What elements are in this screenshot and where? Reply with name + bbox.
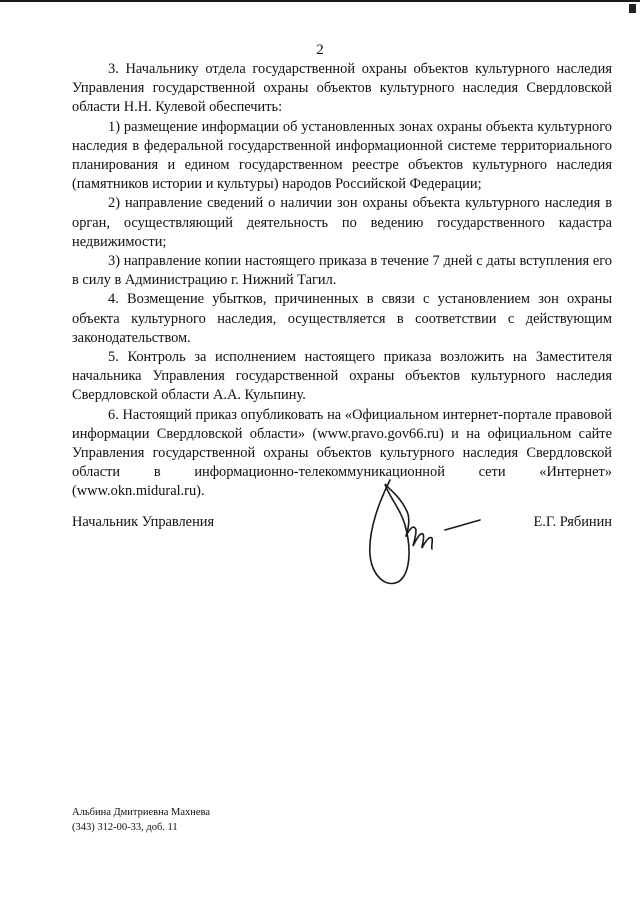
paragraph-3-1: 1) размещение информации об установленных зонах охраны объекта культурного наследия в федеральной государственной информационной системе территориального планирования и едином государственном реестре объектов культурного наследия (памятников истории и культуры) народов Российской Федерации; — [72, 118, 612, 193]
scan-corner-mark — [629, 4, 636, 13]
document-body — [72, 60, 612, 502]
paragraph-4: 4. Возмещение убытков, причиненных в связи с установлением зон охраны объекта культурного наследия, осуществляется в соответствии с действующим законодательством. — [72, 291, 612, 346]
paragraph-3-2: 2) направление сведений о наличии зон охраны объекта культурного наследия в орган, осуществляющий деятельность по ведению государственного кадастра недвижимости; — [72, 195, 612, 250]
scan-top-edge — [0, 0, 640, 2]
paragraph-5: 5. Контроль за исполнением настоящего приказа возложить на Заместителя начальника Управления государственной охраны объектов культурного наследия Свердловской области А.А. Кульпину. — [72, 349, 612, 404]
page-number: 2 — [316, 42, 324, 58]
paragraph-3-3: 3) направление копии настоящего приказа в течение 7 дней с даты вступления его в силу в Администрацию г. Нижний Тагил. — [72, 253, 612, 289]
handwritten-signature — [350, 470, 500, 598]
paragraph-6: 6. Настоящий приказ опубликовать на «Официальном интернет-портале правовой информации Свердловской области» (www.pravo.gov66.ru) и на официальном сайте Управления государственной охраны объектов культурного наследия Свердловской области в информационно-телекоммуникационной сети «Интернет» (www.okn.midural.ru). — [72, 406, 612, 500]
signatory-position: Начальник Управления — [72, 514, 215, 530]
executor-phone: (343) 312-00-33, доб. 11 — [72, 822, 178, 833]
executor-name: Альбина Дмитриевна Махнева — [72, 807, 211, 818]
signature-block — [72, 514, 612, 534]
paragraph-3: 3. Начальнику отдела государственной охраны объектов культурного наследия Управления государственной охраны объектов культурного наследия Свердловской области Н.Н. Кулевой обеспечить: — [72, 61, 612, 116]
signatory-name: Е.Г. Рябинин — [533, 514, 612, 530]
executor-info — [72, 805, 210, 835]
